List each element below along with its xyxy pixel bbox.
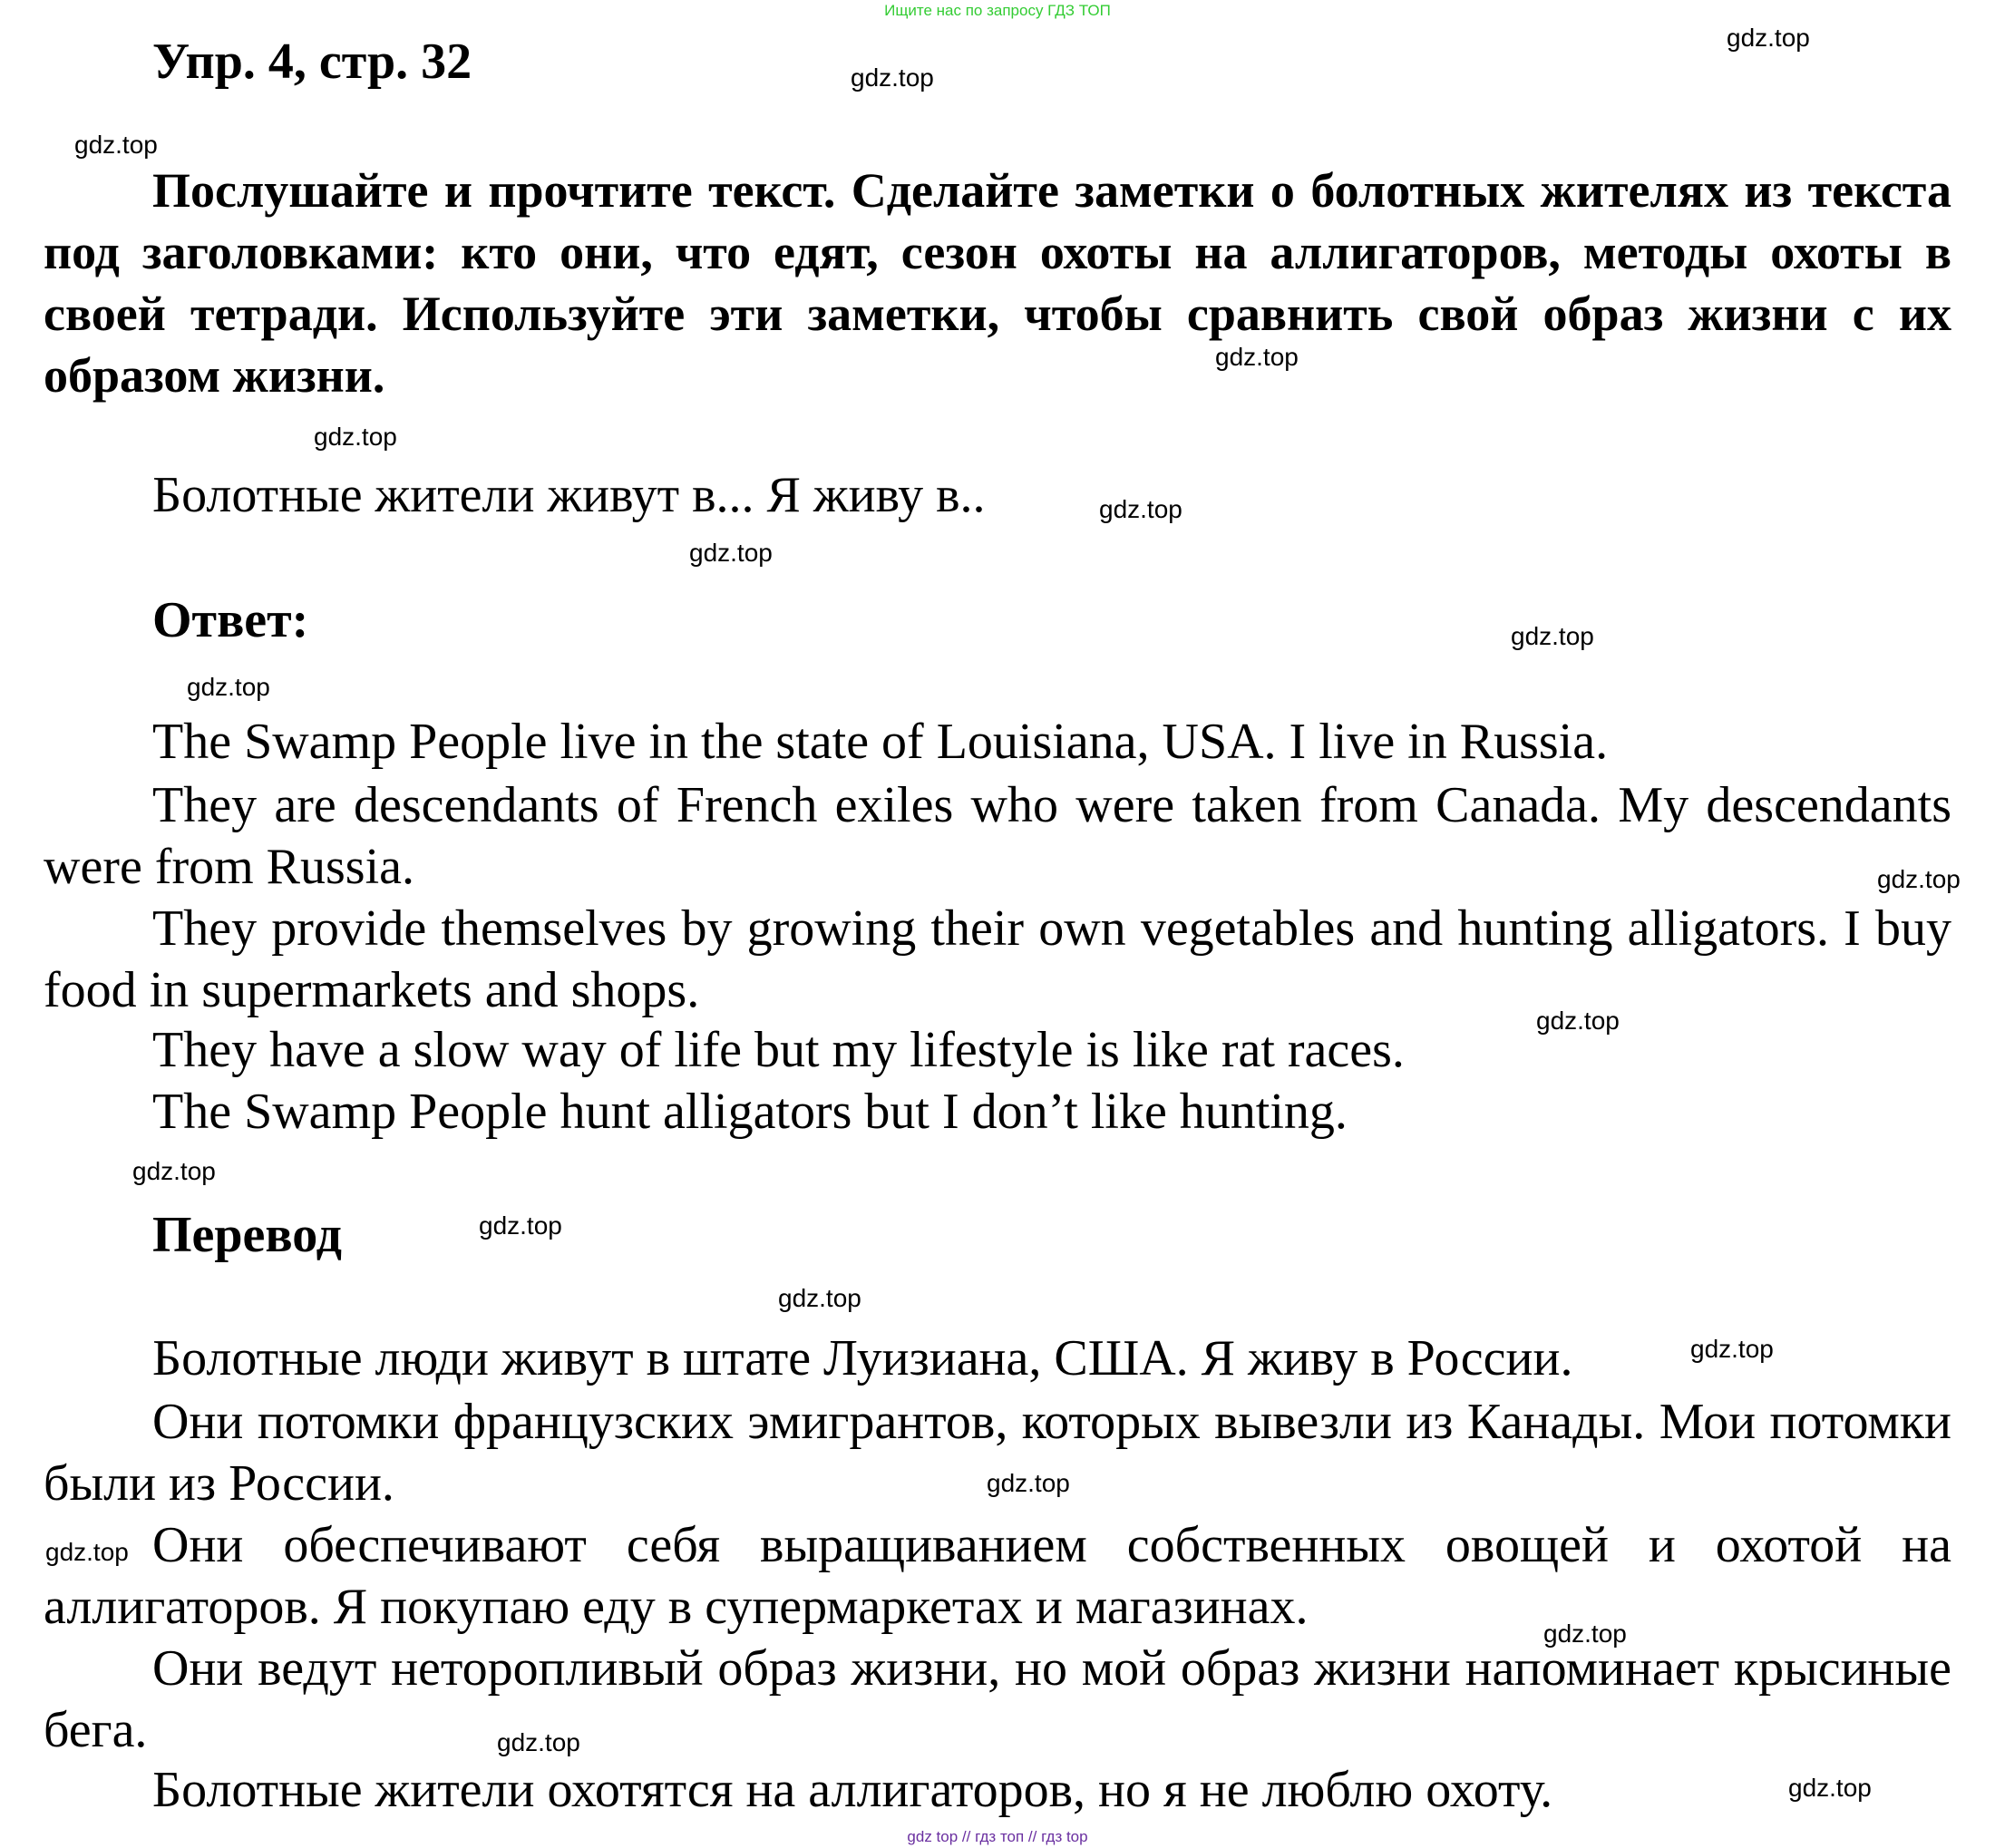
watermark: gdz.top — [689, 539, 773, 567]
watermark: gdz.top — [1215, 343, 1299, 371]
watermark: gdz.top — [1099, 495, 1182, 523]
watermark: gdz.top — [1690, 1335, 1774, 1363]
translation-paragraph-2: Они потомки французских эмигрантов, которых вывезли из Канады. Мои потомки были из России. — [44, 1394, 1951, 1512]
watermark: gdz.top — [187, 673, 270, 701]
answer-heading: Ответ: — [152, 592, 309, 648]
translation-line-1: Болотные люди живут в штате Луизиана, США. Я живу в России. — [152, 1330, 1573, 1386]
translation-paragraph-4: Они ведут неторопливый образ жизни, но мой образ жизни напоминает крысиные бега. — [44, 1640, 1951, 1758]
translation-line-5: Болотные жители охотятся на аллигаторов, но я не люблю охоту. — [152, 1762, 1553, 1818]
task-instructions: Послушайте и прочтите текст. Сделайте заметки о болотных жителях из текста под заголовками: кто они, что едят, сезон охоты на аллигаторов, методы охоты в своей тетради. Используйте эти заметки, чтобы сравнить свой образ жизни с их образом жизни. — [44, 163, 1951, 403]
answer-line-4: They have a slow way of life but my lifestyle is like rat races. — [152, 1022, 1405, 1078]
translation-heading: Перевод — [152, 1207, 342, 1263]
watermark: gdz.top — [987, 1469, 1070, 1497]
watermark: gdz.top — [45, 1538, 129, 1566]
watermark: gdz.top — [851, 63, 934, 92]
exercise-title: Упр. 4, стр. 32 — [152, 34, 472, 90]
answer-paragraph-3: They provide themselves by growing their own vegetables and hunting alligators. I buy food in supermarkets and shops. — [44, 900, 1951, 1018]
watermark: gdz.top — [778, 1284, 861, 1312]
watermark: gdz.top — [132, 1157, 216, 1185]
footer-banner: gdz top // гдз топ // гдз top — [907, 1828, 1088, 1845]
answer-line-5: The Swamp People hunt alligators but I don’t like hunting. — [152, 1084, 1348, 1140]
watermark: gdz.top — [1727, 24, 1810, 52]
watermark: gdz.top — [1536, 1007, 1620, 1035]
task-prompt: Болотные жители живут в... Я живу в.. — [152, 467, 986, 523]
watermark: gdz.top — [314, 423, 397, 451]
watermark: gdz.top — [1788, 1774, 1872, 1802]
watermark: gdz.top — [479, 1211, 562, 1240]
watermark: gdz.top — [74, 131, 158, 159]
watermark: gdz.top — [497, 1728, 580, 1756]
search-banner: Ищите нас по запросу ГДЗ ТОП — [884, 2, 1111, 19]
watermark: gdz.top — [1877, 865, 1961, 893]
answer-line-1: The Swamp People live in the state of Louisiana, USA. I live in Russia. — [152, 714, 1609, 770]
answer-paragraph-2: They are descendants of French exiles who were taken from Canada. My descendants were from Russia. — [44, 777, 1951, 895]
translation-paragraph-3: Они обеспечивают себя выращиванием собственных овощей и охотой на аллигаторов. Я покупаю еду в супермаркетах и магазинах. — [44, 1517, 1951, 1635]
watermark: gdz.top — [1543, 1619, 1627, 1648]
watermark: gdz.top — [1511, 622, 1594, 650]
